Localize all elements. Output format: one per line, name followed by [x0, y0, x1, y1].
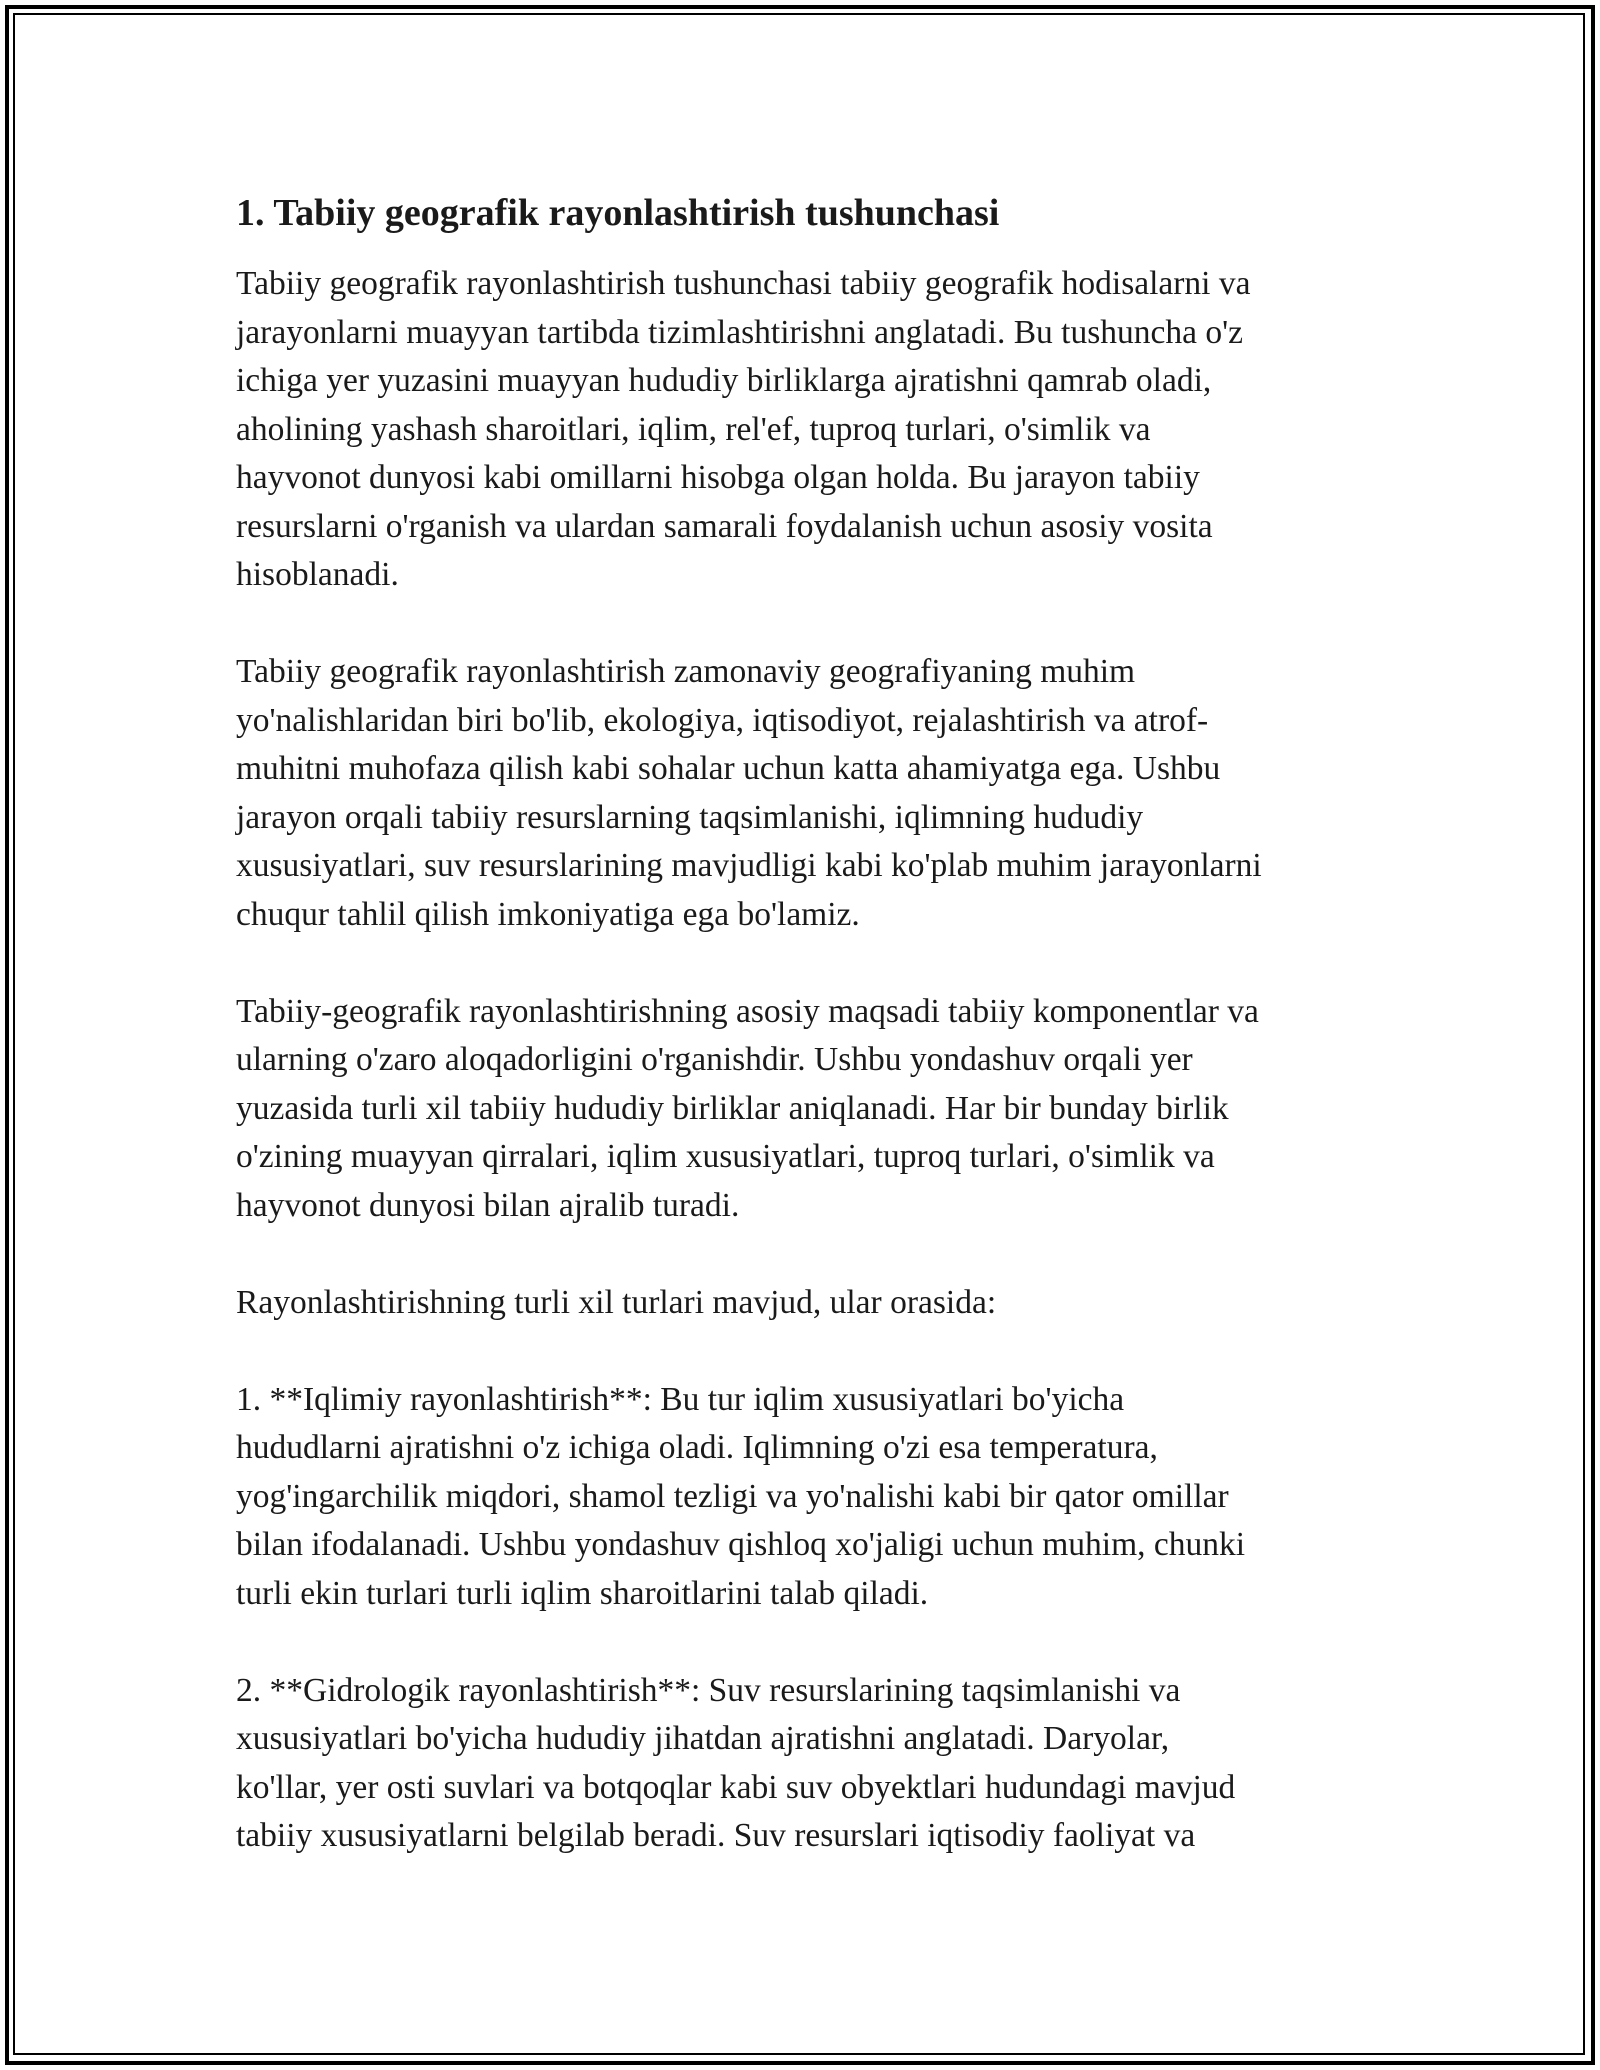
paragraph	[236, 1279, 1366, 1328]
paragraph	[236, 1376, 1366, 1619]
paragraph-line: Tabiiy-geografik rayonlashtirishning asosiy maqsadi tabiiy komponentlar va	[236, 992, 1259, 1030]
paragraph-line: hayvonot dunyosi bilan ajralib turadi.	[236, 1186, 740, 1224]
paragraph-line: hayvonot dunyosi kabi omillarni hisobga olgan holda. Bu jarayon tabiiy	[236, 459, 1200, 496]
paragraph	[236, 1667, 1366, 1861]
paragraph-line: hisoblanadi.	[236, 556, 399, 593]
paragraph-line: yuzasida turli xil tabiiy hududiy birliklar aniqlanadi. Har bir bunday birlik	[236, 1089, 1229, 1127]
paragraph-line: yo'nalishlaridan biri bo'lib, ekologiya, iqtisodiyot, rejalashtirish va atrof-	[236, 701, 1209, 739]
paragraph-line: xususiyatlari, suv resurslarining mavjudligi kabi ko'plab muhim jarayonlarni	[236, 847, 1262, 884]
paragraph-line: bilan ifodalanadi. Ushbu yondashuv qishloq xo'jaligi uchun muhim, chunki	[236, 1526, 1246, 1563]
paragraph-line: ko'llar, yer osti suvlari va botqoqlar kabi suv obyektlari hudundagi mavjud	[236, 1768, 1236, 1806]
paragraph-line: 1. **Iqlimiy rayonlashtirish**: Bu tur iqlim xususiyatlari bo'yicha	[236, 1380, 1125, 1418]
paragraph-list	[236, 260, 1366, 1861]
paragraph-line: hududlarni ajratishni o'z ichiga oladi. Iqlimning o'zi esa temperatura,	[236, 1429, 1158, 1466]
paragraph-line: jarayon orqali tabiiy resurslarning taqsimlanishi, iqlimning hududiy	[236, 798, 1144, 836]
paragraph-line: Tabiiy geografik rayonlashtirish zamonaviy geografiyaning muhim	[236, 653, 1136, 690]
paragraph-line: aholining yashash sharoitlari, iqlim, rel'ef, tuproq turlari, o'simlik va	[236, 410, 1151, 448]
section-heading: 1. Tabiiy geografik rayonlashtirish tushunchasi	[236, 192, 1000, 234]
paragraph-line: muhitni muhofaza qilish kabi sohalar uchun katta ahamiyatga ega. Ushbu	[236, 750, 1221, 787]
paragraph	[236, 260, 1366, 600]
paragraph	[236, 988, 1366, 1231]
paragraph-line: xususiyatlari bo'yicha hududiy jihatdan ajratishni anglatadi. Daryolar,	[236, 1720, 1170, 1757]
paragraph-line: chuqur tahlil qilish imkoniyatiga ega bo'lamiz.	[236, 895, 860, 933]
paragraph-line: jarayonlarni muayyan tartibda tizimlashtirishni anglatadi. Bu tushuncha o'z	[236, 313, 1244, 351]
paragraph-line: 2. **Gidrologik rayonlashtirish**: Suv resurslarining taqsimlanishi va	[236, 1671, 1181, 1709]
paragraph-line: resurslarni o'rganish va ulardan samarali foydalanish uchun asosiy vosita	[236, 507, 1213, 545]
paragraph-line: yog'ingarchilik miqdori, shamol tezligi va yo'nalishi kabi bir qator omillar	[236, 1477, 1229, 1515]
paragraph-line: Tabiiy geografik rayonlashtirish tushunchasi tabiiy geografik hodisalarni va	[236, 265, 1251, 302]
paragraph-line: ularning o'zaro aloqadorligini o'rganishdir. Ushbu yondashuv orqali yer	[236, 1041, 1193, 1078]
paragraph-line: ichiga yer yuzasini muayyan hududiy birliklarga ajratishni qamrab oladi,	[236, 362, 1212, 399]
paragraph-line: o'zining muayyan qirralari, iqlim xususiyatlari, tuproq turlari, o'simlik va	[236, 1138, 1215, 1175]
paragraph	[236, 648, 1366, 939]
paragraph-line: Rayonlashtirishning turli xil turlari mavjud, ular orasida:	[236, 1283, 997, 1321]
paragraph-line: tabiiy xususiyatlarni belgilab beradi. Suv resurslari iqtisodiy faoliyat va	[236, 1817, 1196, 1854]
document-body	[236, 186, 1366, 1909]
paragraph-line: turli ekin turlari turli iqlim sharoitlarini talab qiladi.	[236, 1574, 929, 1612]
